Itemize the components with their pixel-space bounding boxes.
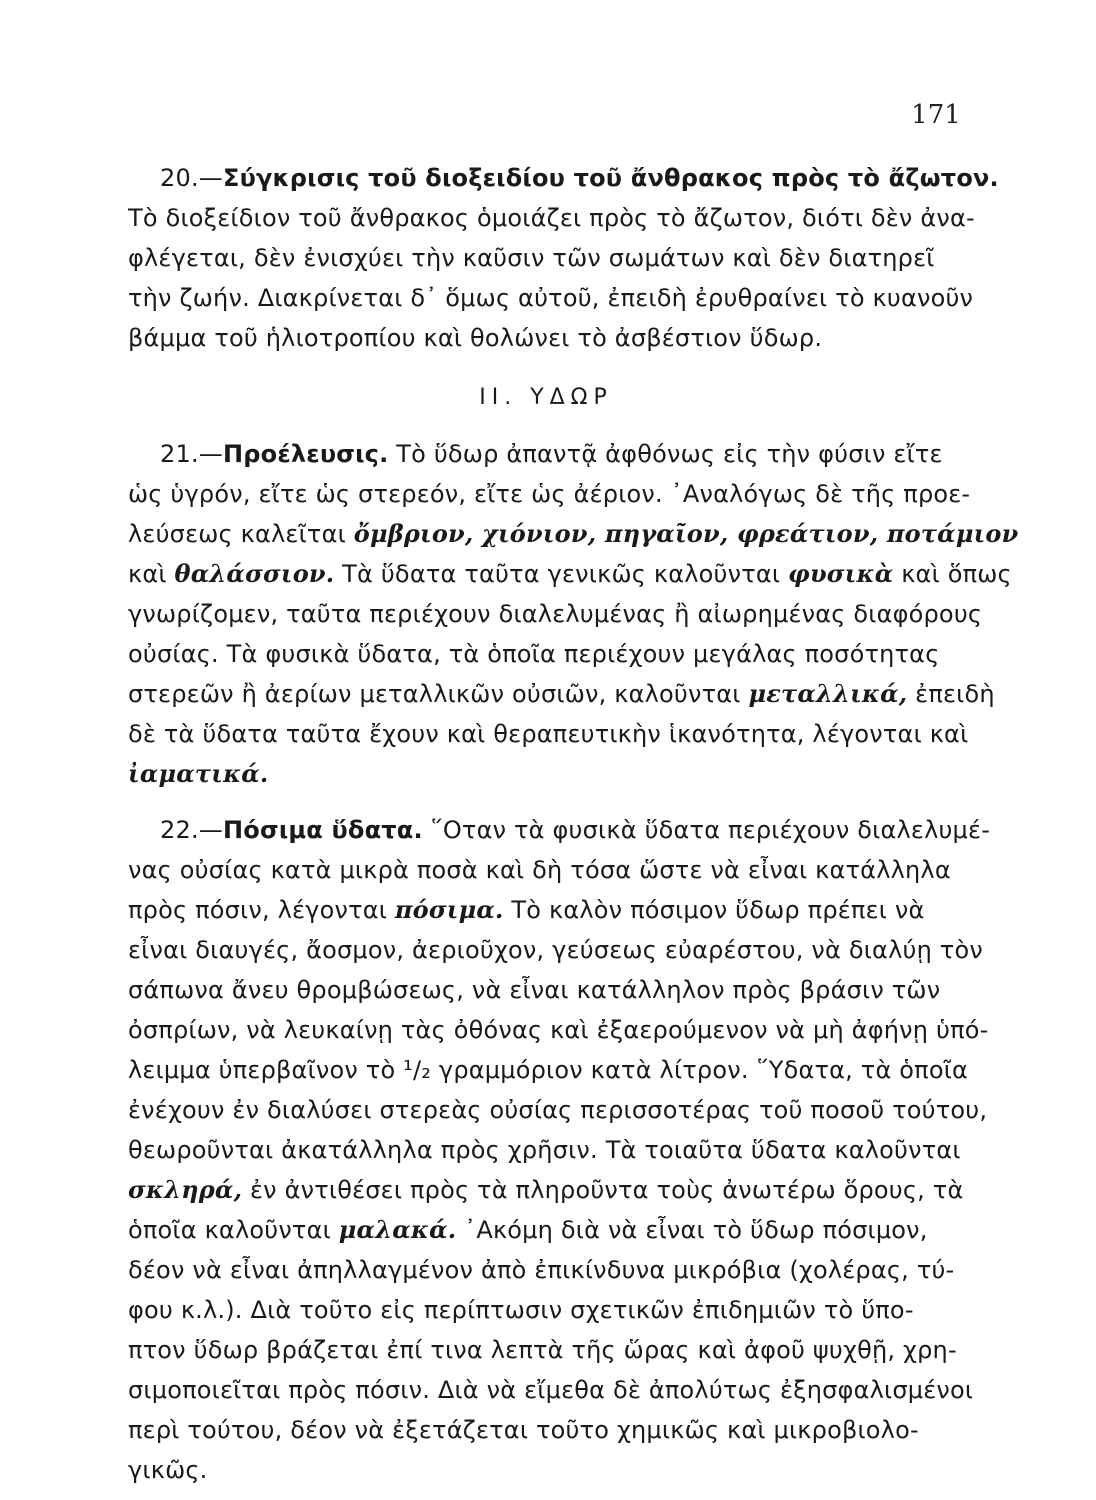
text-line: περὶ τούτου, δέον νὰ ἐξετάζεται τοῦτο χημικῶς καὶ μικροβιολο- (128, 1416, 919, 1444)
section-20-heading: Σύγκρισις τοῦ διοξειδίου τοῦ ἄνθρακος πρὸς τὸ ἄζωτον. (222, 164, 999, 192)
section-21-heading: Προέλευσις. (222, 440, 389, 468)
section-22-heading: Πόσιμα ὕδατα. (222, 816, 423, 844)
text-span: καὶ ὅπως (893, 560, 1012, 588)
section-22-number: 22.— (160, 816, 223, 844)
text-line (128, 514, 1019, 554)
text-line: θεωροῦνται ἀκατάλληλα πρὸς χρῆσιν. Τὰ τοιαῦτα ὕδατα καλοῦνται (128, 1136, 961, 1164)
emphasis-term: θαλάσσιον. (174, 559, 335, 588)
page-body (128, 158, 1019, 1490)
text-line: λειμμα ὑπερβαῖνον τὸ ¹/₂ γραμμόριον κατὰ λίτρον. ῞Υδατα, τὰ ὁποῖα (128, 1056, 969, 1084)
text-span: ὁποῖα καλοῦνται (128, 1216, 339, 1244)
text-line: βάμμα τοῦ ἡλιοτροπίου καὶ θολώνει τὸ ἀσβέστιον ὕδωρ. (128, 324, 823, 352)
text-line: φου κ.λ.). Διὰ τοῦτο εἰς περίπτωσιν σχετικῶν ἐπιδημιῶν τὸ ὕπο- (128, 1296, 914, 1324)
text-line (128, 554, 1012, 594)
emphasis-term: φυσικὰ (788, 559, 894, 588)
text-line (128, 674, 995, 714)
text-span: λεύσεως καλεῖται (128, 520, 354, 548)
text-line: σάπωνα ἄνευ θρομβώσεως, νὰ εἶναι κατάλληλον πρὸς βράσιν τῶν (128, 976, 941, 1004)
section-20-heading-line (128, 158, 999, 198)
section-21-text: Τὸ ὕδωρ ἀπαντᾷ ἀφθόνως εἰς τὴν φύσιν εἴτε (388, 440, 943, 468)
section-21-number: 21.— (160, 440, 223, 468)
text-line: γνωρίζομεν, ταῦτα περιέχουν διαλελυμένας ἢ αἰωρημένας διαφόρους (128, 600, 983, 628)
text-line (128, 1170, 970, 1210)
emphasis-term: σκληρά, (128, 1175, 243, 1204)
text-line: τὴν ζωήν. Διακρίνεται δ᾽ ὅμως αὐτοῦ, ἐπειδὴ ἐρυθραίνει τὸ κυανοῦν (128, 284, 974, 312)
text-line: δέον νὰ εἶναι ἀπηλλαγμένον ἀπὸ ἐπικίνδυνα μικρόβια (χολέρας, τύ- (128, 1256, 955, 1284)
text-span: ᾽Ακόμη διὰ νὰ εἶναι τὸ ὕδωρ πόσιμον, (456, 1216, 928, 1244)
text-span: Τὰ ὕδατα ταῦτα γενικῶς καλοῦνται (334, 560, 789, 588)
text-line: σιμοποιεῖται πρὸς πόσιν. Διὰ νὰ εἴμεθα δὲ ἀπολύτως ἐξησφαλισμένοι (128, 1376, 974, 1404)
text-line: ὀσπρίων, νὰ λευκαίνῃ τὰς ὀθόνας καὶ ἐξαερούμενον νὰ μὴ ἀφήνῃ ὑπό- (128, 1016, 989, 1044)
text-line (128, 1210, 970, 1250)
text-line (128, 890, 970, 930)
section-21-first-line (128, 434, 970, 474)
emphasis-term: πόσιμα. (394, 895, 504, 924)
text-line: φλέγεται, δὲν ἐνισχύει τὴν καῦσιν τῶν σωμάτων καὶ δὲν διατηρεῖ (128, 244, 935, 272)
section-22-first-line (128, 810, 991, 850)
text-span: Τὸ καλὸν πόσιμον ὕδωρ πρέπει νὰ (503, 896, 925, 924)
page-number: 171 (911, 100, 961, 130)
text-span: πρὸς πόσιν, λέγονται (128, 896, 395, 924)
text-line: ἐνέχουν ἐν διαλύσει στερεὰς οὐσίας περισσοτέρας τοῦ ποσοῦ τούτου, (128, 1096, 988, 1124)
text-line: ὡς ὑγρόν, εἴτε ὡς στερεόν, εἴτε ὡς ἀέριον. ᾽Αναλόγως δὲ τῆς προε- (128, 480, 971, 508)
text-line: εἶναι διαυγές, ἄοσμον, ἀεριοῦχον, γεύσεως εὐαρέστου, νὰ διαλύῃ τὸν (128, 936, 983, 964)
emphasis-term: μεταλλικά, (748, 679, 908, 708)
emphasis-term: μαλακά. (338, 1215, 457, 1244)
text-span: καὶ (128, 560, 175, 588)
text-line (128, 754, 970, 794)
text-line: δὲ τὰ ὕδατα ταῦτα ἔχουν καὶ θεραπευτικὴν ἱκανότητα, λέγονται καὶ (128, 720, 969, 748)
text-span: ἐπειδὴ (907, 680, 995, 708)
section-20-number: 20.— (160, 164, 223, 192)
text-span: στερεῶν ἢ ἀερίων μεταλλικῶν οὐσιῶν, καλοῦνται (128, 680, 749, 708)
text-line: Τὸ διοξείδιον τοῦ ἄνθρακος ὁμοιάζει πρὸς τὸ ἄζωτον, διότι δὲν ἀνα- (128, 204, 975, 232)
text-span: ἐν ἀντιθέσει πρὸς τὰ πληροῦντα τοὺς ἀνωτέρω ὅρους, τὰ (242, 1176, 964, 1204)
text-line: γικῶς. (128, 1456, 208, 1484)
text-line: οὐσίας. Τὰ φυσικὰ ὕδατα, τὰ ὁποῖα περιέχουν μεγάλας ποσότητας (128, 640, 940, 668)
emphasis-term: ἰαματικά. (128, 759, 269, 788)
text-line: νας οὐσίας κατὰ μικρὰ ποσὰ καὶ δὴ τόσα ὥστε νὰ εἶναι κατάλληλα (128, 856, 951, 884)
chapter-heading: II. ΥΔΩΡ (479, 385, 613, 410)
emphasis-terms: ὄμβριον, χιόνιον, πηγαῖον, φρεάτιον, ποτάμιον (353, 519, 1019, 548)
text-line: πτον ὕδωρ βράζεται ἐπί τινα λεπτὰ τῆς ὥρας καὶ ἀφοῦ ψυχθῇ, χρη- (128, 1336, 957, 1364)
section-22-text: ῞Οταν τὰ φυσικὰ ὕδατα περιέχουν διαλελυμέ- (422, 816, 991, 844)
